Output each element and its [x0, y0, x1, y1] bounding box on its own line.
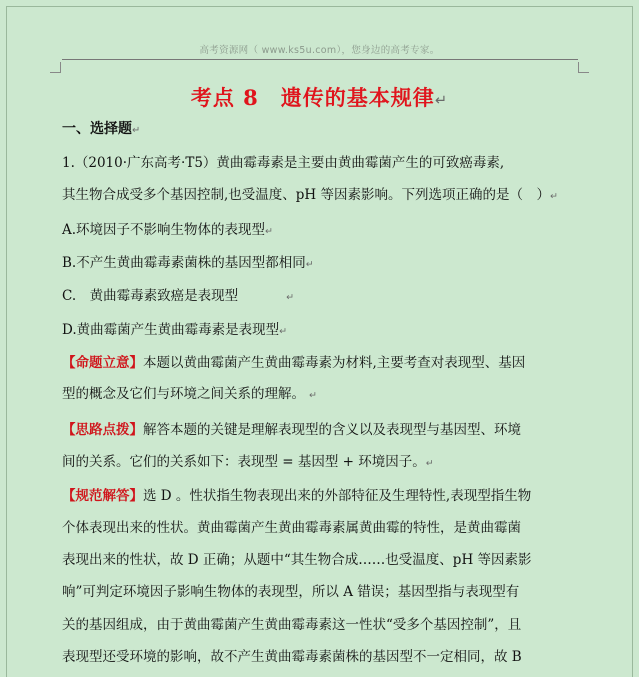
hint-line-2 [62, 450, 434, 470]
option-c [62, 284, 294, 304]
paragraph-mark: ↵ [425, 458, 434, 469]
margin-guide-top-left [50, 62, 61, 73]
hint-tag: 【思路点拨】 [62, 422, 143, 438]
option-b-text: B.不产生黄曲霉毒素菌株的基因型都相同 [62, 255, 306, 271]
intent-line-2 [62, 382, 317, 402]
paragraph-mark: ↵ [434, 92, 449, 109]
paragraph-mark: ↵ [550, 191, 558, 202]
hint-line-1 [62, 418, 521, 438]
paragraph-mark: ↵ [132, 125, 141, 136]
intent-text-1: 本题以黄曲霉菌产生黄曲霉毒素为材料,主要考查对表现型、基因 [143, 355, 526, 371]
answer-line-2: 个体表现出来的性状。黄曲霉菌产生黄曲霉毒素属黄曲霉的特性，是黄曲霉菌 [62, 520, 521, 536]
question-stem-text: 其生物合成受多个基因控制,也受温度、pH 等因素影响。下列选项正确的是（ ） [62, 187, 550, 203]
option-c-text: C. 黄曲霉毒素致癌是表现型 [62, 288, 239, 304]
hint-text-1: 解答本题的关键是理解表现型的含义以及表现型与基因型、环境 [143, 422, 521, 438]
answer-line-1 [62, 484, 531, 504]
option-a [62, 218, 273, 238]
answer-line-4: 响”可判定环境因子影响生物体的表现型，所以 A 错误；基因型指与表现型有 [62, 584, 520, 600]
header-rule [62, 59, 578, 60]
answer-text-1: 选 D 。性状指生物表现出来的外部特征及生理特性,表现型指生物 [143, 488, 532, 504]
title-text: 考点 8 遗传的基本规律 [190, 85, 435, 110]
document-title [0, 82, 639, 112]
paragraph-mark: ↵ [309, 390, 317, 401]
section-heading-text: 一、选择题 [62, 121, 132, 137]
intent-tag: 【命题立意】 [62, 355, 143, 371]
intent-text-2: 型的概念及它们与环境之间关系的理解。 [62, 386, 305, 402]
answer-line-6: 表现型还受环境的影响，故不产生黄曲霉毒素菌株的基因型不一定相同，故 B [62, 649, 522, 665]
section-heading [62, 118, 140, 138]
answer-line-3: 表现出来的性状，故 D 正确；从题中“其生物合成……也受温度、pH 等因素影 [62, 552, 532, 568]
page-header: 高考资源网（ www.ks5u.com），您身边的高考专家。 [199, 45, 440, 56]
intent-line-1 [62, 351, 525, 371]
answer-line-5: 关的基因组成，由于黄曲霉菌产生黄曲霉毒素这一性状“受多个基因控制”，且 [62, 617, 522, 633]
answer-tag: 【规范解答】 [62, 488, 143, 504]
option-d-text: D.黄曲霉菌产生黄曲霉毒素是表现型 [62, 322, 280, 338]
paragraph-mark: ↵ [305, 259, 314, 270]
paragraph-mark: ↵ [265, 226, 273, 237]
question-stem-line-1: 1.（2010·广东高考·T5）黄曲霉毒素是主要由黄曲霉菌产生的可致癌毒素, [62, 155, 505, 171]
hint-text-2: 间的关系。它们的关系如下：表现型 = 基因型 + 环境因子。 [62, 454, 426, 470]
question-stem-line-2 [62, 183, 558, 203]
option-a-text: A.环境因子不影响生物体的表现型 [62, 222, 266, 238]
option-b [62, 251, 314, 271]
margin-guide-top-right [578, 62, 589, 73]
paragraph-mark: ↵ [286, 292, 295, 303]
paragraph-mark: ↵ [279, 326, 288, 337]
option-d [62, 318, 287, 338]
